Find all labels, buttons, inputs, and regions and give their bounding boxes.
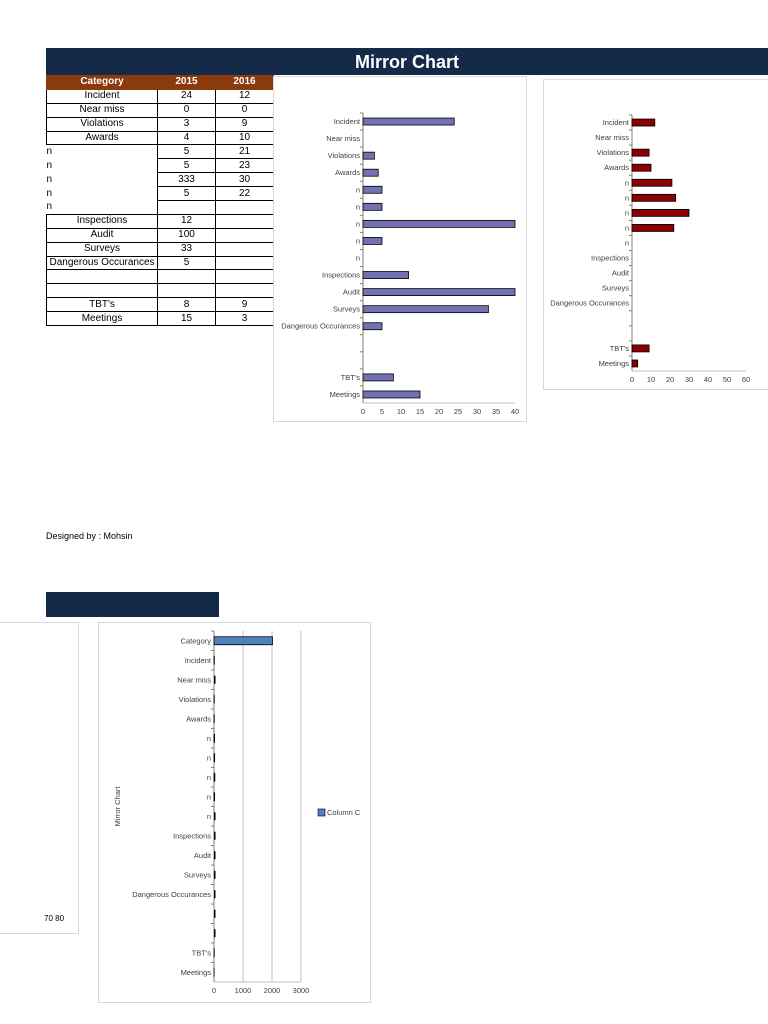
x-tick-label: 30 bbox=[684, 375, 694, 384]
value-2015-cell: 24 bbox=[158, 89, 216, 103]
page-title: Mirror Chart bbox=[354, 52, 459, 72]
clipped-chart-ticks: 70 80 bbox=[44, 914, 65, 923]
category-label: n bbox=[355, 185, 360, 195]
bar bbox=[214, 637, 272, 645]
table-row bbox=[47, 256, 274, 270]
bar bbox=[363, 118, 454, 125]
value-2016-cell: 22 bbox=[216, 187, 274, 201]
category-label: Meetings bbox=[180, 967, 211, 977]
bar bbox=[632, 194, 676, 201]
category-label: Dangerous Occurances bbox=[132, 889, 211, 899]
category-cell: n bbox=[47, 145, 158, 159]
category-label: Surveys bbox=[332, 304, 360, 314]
x-tick-label: 0 bbox=[360, 407, 366, 416]
category-label: n bbox=[624, 178, 629, 188]
category-label: Audit bbox=[193, 850, 211, 860]
table-row bbox=[47, 173, 274, 187]
value-2016-cell: 30 bbox=[216, 173, 274, 187]
category-cell: Meetings bbox=[47, 312, 158, 326]
legend-label: Column C bbox=[327, 808, 361, 817]
value-2015-cell: 33 bbox=[158, 242, 216, 256]
x-tick-label: 35 bbox=[491, 407, 501, 416]
value-2015-cell: 15 bbox=[158, 312, 216, 326]
category-label: Dangerous Occurances bbox=[550, 298, 629, 308]
category-cell: Surveys bbox=[47, 242, 158, 256]
chart-2016-frame bbox=[543, 79, 768, 390]
value-2015-cell: 0 bbox=[158, 103, 216, 117]
value-2015-cell: 4 bbox=[158, 131, 216, 145]
x-tick-label: 20 bbox=[434, 407, 444, 416]
category-label: Category bbox=[180, 636, 211, 646]
category-label: n bbox=[355, 202, 360, 212]
bar bbox=[214, 812, 216, 820]
category-label: n bbox=[355, 236, 360, 246]
table-row bbox=[47, 131, 274, 145]
category-label: n bbox=[355, 219, 360, 229]
bar bbox=[363, 289, 515, 296]
value-2015-cell: 5 bbox=[158, 256, 216, 270]
value-2015-cell bbox=[158, 284, 216, 298]
value-2016-cell: 21 bbox=[216, 145, 274, 159]
value-2016-cell: 9 bbox=[216, 298, 274, 312]
bar bbox=[214, 734, 215, 742]
bar bbox=[632, 345, 649, 352]
bar bbox=[363, 203, 382, 210]
category-label: n bbox=[206, 811, 211, 821]
value-2015-cell: 5 bbox=[158, 187, 216, 201]
table-header-row bbox=[47, 76, 274, 90]
clipped-chart-frame bbox=[0, 622, 79, 934]
title-bar bbox=[46, 48, 768, 75]
bar bbox=[214, 832, 216, 840]
category-cell: Dangerous Occurances bbox=[47, 256, 158, 270]
category-label: Near miss bbox=[326, 134, 360, 144]
category-cell: n bbox=[47, 159, 158, 173]
x-tick-label: 40 bbox=[510, 407, 520, 416]
category-cell bbox=[47, 284, 158, 298]
value-2015-cell: 8 bbox=[158, 298, 216, 312]
category-label: n bbox=[206, 792, 211, 802]
bar bbox=[363, 323, 382, 330]
value-2016-cell bbox=[216, 201, 274, 215]
bar bbox=[214, 851, 216, 859]
category-label: n bbox=[624, 193, 629, 203]
designed-by-text: Designed by : Mohsin bbox=[46, 531, 133, 541]
table-row bbox=[47, 159, 274, 173]
category-label: Surveys bbox=[183, 870, 211, 880]
bar bbox=[632, 149, 649, 156]
category-label: Violations bbox=[178, 694, 211, 704]
category-cell bbox=[47, 270, 158, 284]
value-2015-cell bbox=[158, 270, 216, 284]
category-label: Awards bbox=[604, 163, 629, 173]
x-tick-label: 15 bbox=[415, 407, 425, 416]
chart-2015-frame bbox=[273, 76, 527, 422]
bar bbox=[363, 306, 488, 313]
category-label: Meetings bbox=[598, 358, 629, 368]
category-cell: n bbox=[47, 187, 158, 201]
bar bbox=[632, 164, 651, 171]
category-label: n bbox=[206, 772, 211, 782]
category-label: Meetings bbox=[329, 389, 360, 399]
bar bbox=[214, 890, 216, 898]
value-2016-cell bbox=[216, 214, 274, 228]
table-row bbox=[47, 242, 274, 256]
table-row bbox=[47, 270, 274, 284]
category-cell: n bbox=[47, 173, 158, 187]
category-cell: TBT's bbox=[47, 298, 158, 312]
category-label: Audit bbox=[342, 287, 360, 297]
category-label: TBT's bbox=[191, 948, 211, 958]
column-header: 2016 bbox=[216, 76, 274, 90]
category-label: n bbox=[206, 753, 211, 763]
category-label: n bbox=[624, 238, 629, 248]
value-2015-cell bbox=[158, 201, 216, 215]
chart-2015 bbox=[274, 77, 526, 421]
category-label: n bbox=[624, 223, 629, 233]
x-tick-label: 10 bbox=[646, 375, 656, 384]
bar bbox=[214, 754, 215, 762]
category-cell: Incident bbox=[47, 89, 158, 103]
category-label: Violations bbox=[327, 151, 360, 161]
value-2015-cell: 333 bbox=[158, 173, 216, 187]
bar bbox=[214, 929, 216, 937]
category-label: Inspections bbox=[591, 253, 629, 263]
value-2015-cell: 3 bbox=[158, 117, 216, 131]
category-cell: Audit bbox=[47, 228, 158, 242]
bar bbox=[632, 179, 672, 186]
table-row bbox=[47, 228, 274, 242]
category-cell: Violations bbox=[47, 117, 158, 131]
value-2016-cell: 12 bbox=[216, 89, 274, 103]
table-row bbox=[47, 187, 274, 201]
table-row bbox=[47, 145, 274, 159]
category-cell: n bbox=[47, 201, 158, 215]
bar bbox=[214, 871, 216, 879]
bar bbox=[363, 272, 409, 279]
category-label: Awards bbox=[335, 168, 360, 178]
x-tick-label: 1000 bbox=[234, 986, 252, 995]
value-2016-cell bbox=[216, 270, 274, 284]
bar bbox=[632, 224, 674, 231]
category-cell: Inspections bbox=[47, 214, 158, 228]
x-tick-label: 60 bbox=[741, 375, 751, 384]
table-row bbox=[47, 117, 274, 131]
value-2016-cell: 3 bbox=[216, 312, 274, 326]
column-header: 2015 bbox=[158, 76, 216, 90]
bar bbox=[214, 676, 216, 684]
category-label: Violations bbox=[596, 148, 629, 158]
x-tick-label: 0 bbox=[629, 375, 635, 384]
bar bbox=[214, 793, 215, 801]
value-2016-cell bbox=[216, 242, 274, 256]
category-label: Near miss bbox=[177, 675, 211, 685]
bar bbox=[214, 773, 215, 781]
table-row bbox=[47, 312, 274, 326]
bar bbox=[363, 152, 374, 159]
bar bbox=[363, 220, 515, 227]
value-2015-cell: 5 bbox=[158, 145, 216, 159]
category-cell: Awards bbox=[47, 131, 158, 145]
value-2016-cell: 0 bbox=[216, 103, 274, 117]
x-tick-label: 20 bbox=[665, 375, 675, 384]
bar bbox=[363, 391, 420, 398]
value-2015-cell: 5 bbox=[158, 159, 216, 173]
value-2016-cell: 9 bbox=[216, 117, 274, 131]
category-label: Incident bbox=[333, 117, 360, 127]
mirror-chart bbox=[99, 623, 370, 1002]
table-row bbox=[47, 89, 274, 103]
x-tick-label: 10 bbox=[396, 407, 406, 416]
value-2016-cell: 23 bbox=[216, 159, 274, 173]
bar bbox=[632, 209, 689, 216]
value-2015-cell: 100 bbox=[158, 228, 216, 242]
bar bbox=[632, 119, 655, 126]
table-row bbox=[47, 298, 274, 312]
x-tick-label: 0 bbox=[211, 986, 217, 995]
category-label: Incident bbox=[184, 655, 211, 665]
table-row bbox=[47, 284, 274, 298]
x-tick-label: 2000 bbox=[263, 986, 281, 995]
bar bbox=[632, 360, 638, 367]
bar bbox=[214, 910, 216, 918]
x-tick-label: 25 bbox=[453, 407, 463, 416]
value-2015-cell: 12 bbox=[158, 214, 216, 228]
category-label: Near miss bbox=[595, 133, 629, 143]
category-label: TBT's bbox=[340, 372, 360, 382]
legend-swatch bbox=[318, 809, 325, 816]
x-tick-label: 40 bbox=[703, 375, 713, 384]
x-tick-label: 5 bbox=[379, 407, 385, 416]
x-tick-label: 30 bbox=[472, 407, 482, 416]
category-label: n bbox=[624, 208, 629, 218]
x-tick-label: 50 bbox=[722, 375, 732, 384]
bar bbox=[363, 169, 378, 176]
table-row bbox=[47, 201, 274, 215]
bar bbox=[363, 374, 393, 381]
y-axis-title: Mirror Chart bbox=[113, 786, 122, 827]
category-label: Inspections bbox=[322, 270, 360, 280]
chart-2016 bbox=[544, 80, 768, 389]
category-label: Awards bbox=[186, 714, 211, 724]
category-label: Audit bbox=[611, 268, 629, 278]
x-tick-label: 3000 bbox=[292, 986, 310, 995]
value-2016-cell bbox=[216, 228, 274, 242]
mirror-chart-frame bbox=[98, 622, 371, 1003]
category-label: Surveys bbox=[601, 283, 629, 293]
category-label: TBT's bbox=[609, 343, 629, 353]
column-header: Category bbox=[47, 76, 158, 90]
table-row bbox=[47, 103, 274, 117]
table-row bbox=[47, 214, 274, 228]
category-label: Inspections bbox=[173, 831, 211, 841]
value-2016-cell bbox=[216, 284, 274, 298]
category-cell: Near miss bbox=[47, 103, 158, 117]
section-header-bar bbox=[46, 592, 219, 617]
category-label: n bbox=[355, 253, 360, 263]
value-2016-cell bbox=[216, 256, 274, 270]
bar bbox=[363, 186, 382, 193]
category-label: Incident bbox=[602, 118, 629, 128]
category-label: n bbox=[206, 733, 211, 743]
value-2016-cell: 10 bbox=[216, 131, 274, 145]
bar bbox=[363, 237, 382, 244]
data-table bbox=[46, 75, 274, 326]
category-label: Dangerous Occurances bbox=[281, 321, 360, 331]
